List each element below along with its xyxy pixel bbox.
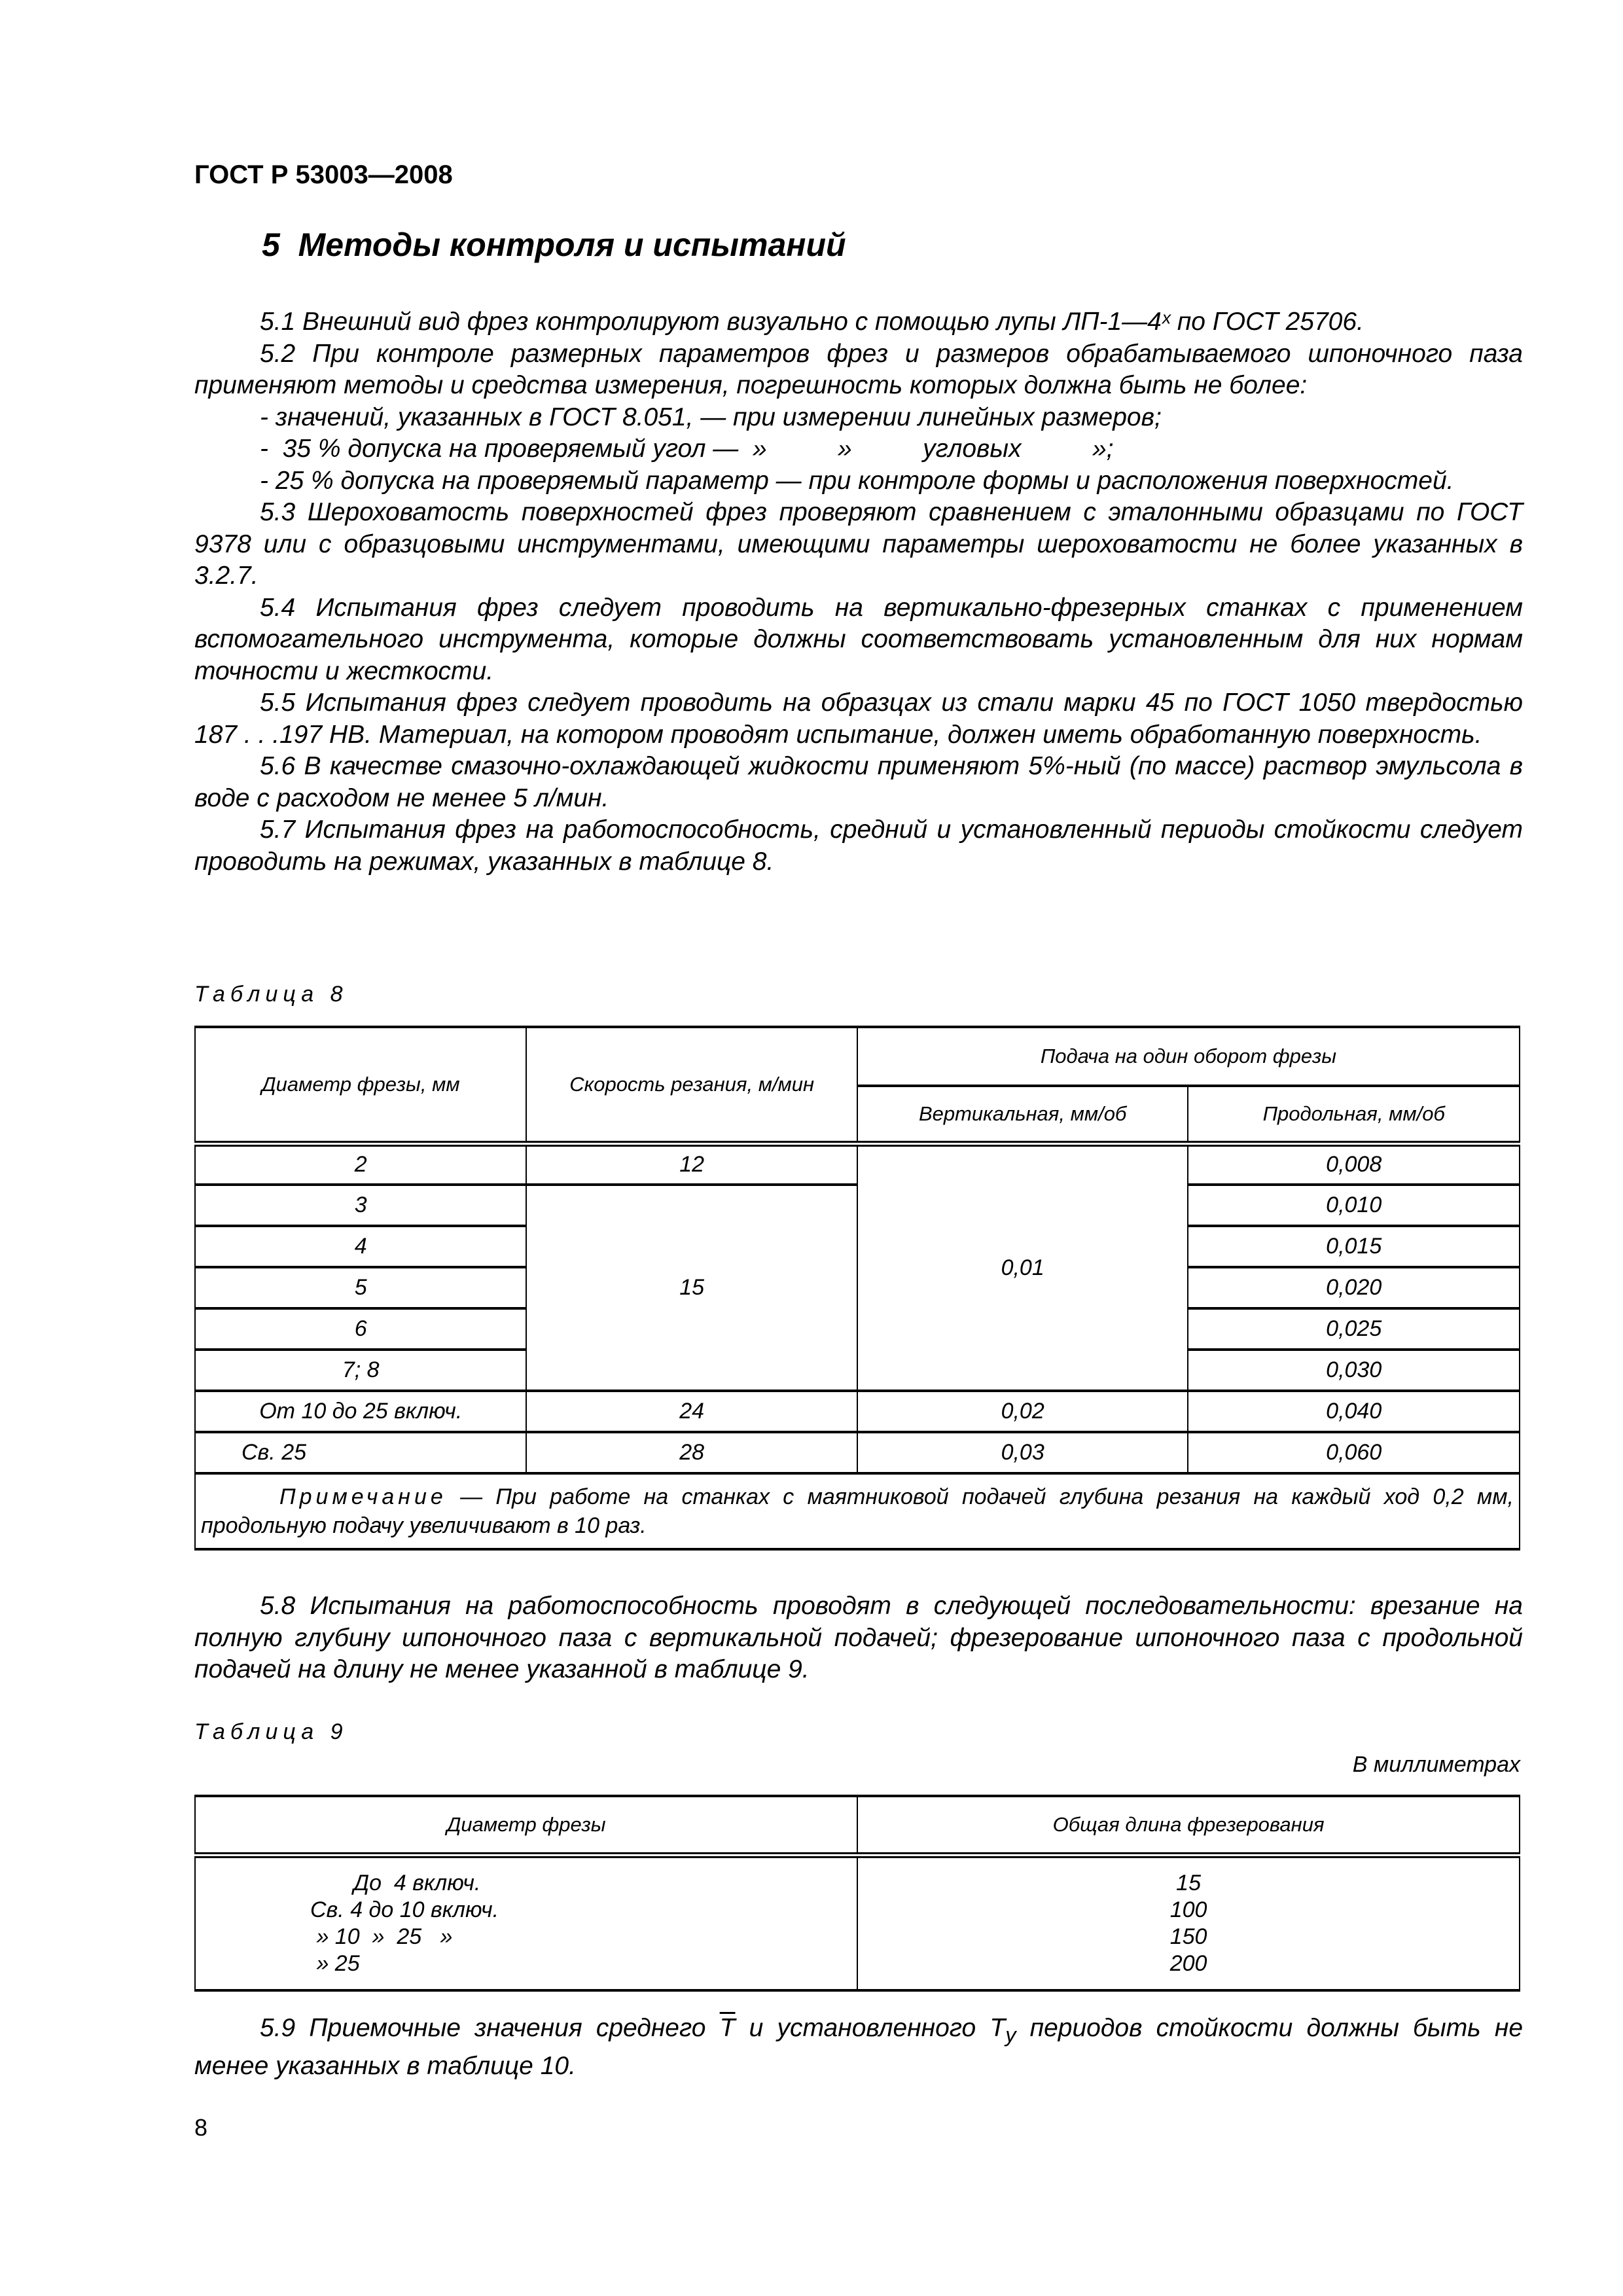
table-8 [194,1026,1520,1551]
cell-longitudinal: 0,008 [1188,1143,1520,1185]
cell-longitudinal: 0,030 [1188,1350,1520,1391]
cell-speed: 24 [526,1391,857,1432]
table-8-caption: Таблица 8 [194,982,348,1007]
paragraph-5-2: 5.2 При контроле размерных параметров фрез и размеров обрабатываемого шпоночного паза применяют методы и средства измерения, погрешность которых должна быть не более: [194,339,1523,399]
list-item: » 25 [310,1950,360,1976]
header-longitudinal: Продольная, мм/об [1188,1086,1520,1143]
paragraph-5-8: 5.8 Испытания на работоспособность проводят в следующей последовательности: врезание на полную глубину шпоночного паза с вертикальной подачей; фрезерование шпоночного паза с продольной подачей на длину не менее указанной в таблице 9. [194,1592,1523,1683]
list-item: Св. 4 до 10 включ. [310,1897,499,1922]
paragraph-5-5: 5.5 Испытания фрез следует проводить на образцах из стали марки 45 по ГОСТ 1050 твердостью 187 . . .197 НВ. Материал, на котором проводят испытание, должен иметь обработанную поверхность. [194,689,1523,749]
table-9 [194,1795,1520,1992]
paragraph-5-6: 5.6 В качестве смазочно-охлаждающей жидкости применяют 5%-ный (по массе) раствор эмульсола в воде с расходом не менее 5 л/мин. [194,752,1523,812]
p5-9-part-c: периодов стойкости должны быть не менее указанных в таблице 10. [194,2014,1524,2081]
document-id: ГОСТ Р 53003—2008 [194,160,453,189]
cell-diameter: 6 [195,1308,526,1350]
paragraphs-block-1 [194,306,1523,878]
list-item: 100 [1169,1897,1207,1922]
list-item: 150 [1169,1924,1207,1949]
set-period-subscript: у [1005,2022,1016,2047]
length-list [857,1855,1520,1990]
header-diameter: Диаметр фрезы [195,1796,857,1855]
header-total-length: Общая длина фрезерования [857,1796,1520,1855]
cell-vertical: 0,02 [857,1391,1188,1432]
list-item: 200 [1169,1950,1207,1976]
table-9-caption: Таблица 9 [194,1719,348,1744]
cell-longitudinal: 0,020 [1188,1267,1520,1308]
p5-9-part-a: 5.9 Приемочные значения среднего [260,2014,720,2042]
table-note-row [195,1473,1520,1549]
list-item: - 35 % допуска на проверяемый угол — » » угловых »; [260,435,1114,463]
cell-diameter: Св. 25 [195,1432,526,1473]
cell-longitudinal: 0,010 [1188,1185,1520,1226]
paragraph-5-7: 5.7 Испытания фрез на работоспособность, средний и установленный периоды стойкости следует проводить на режимах, указанных в таблице 8. [194,816,1523,876]
section-heading [262,226,846,264]
section-title: Методы контроля и испытаний [298,226,846,263]
table-9-units: В миллиметрах [1352,1752,1520,1777]
table-row [195,1432,1520,1473]
section-number: 5 [262,226,280,263]
cell-diameter: 7; 8 [195,1350,526,1391]
page-number: 8 [194,2114,208,2141]
cell-longitudinal: 0,015 [1188,1226,1520,1267]
header-diameter: Диаметр фрезы, мм [195,1027,526,1143]
table-note [195,1473,1520,1549]
note-text: — При работе на станках с маятниковой подачей глубина резания на каждый ход 0,2 мм, продольную подачу увеличивают в 10 раз. [201,1484,1514,1538]
list-item: - 25 % допуска на проверяемый параметр — при контроле формы и расположения поверхностей. [260,466,1454,495]
cell-diameter: 3 [195,1185,526,1226]
cell-longitudinal: 0,060 [1188,1432,1520,1473]
cell-diameter: 2 [195,1143,526,1185]
diameter-list [195,1855,857,1990]
list-item: До 4 включ. [310,1870,481,1895]
mean-period-symbol: $\overline{T}$ [719,2014,736,2042]
cell-diameter: 4 [195,1226,526,1267]
header-feed-group: Подача на один оборот фрезы [857,1027,1520,1086]
list-item: - значений, указанных в ГОСТ 8.051, — при измерении линейных размеров; [260,403,1162,431]
note-label: Примечание [279,1484,447,1509]
cell-speed: 12 [526,1143,857,1185]
cell-speed: 28 [526,1432,857,1473]
list-item: » 10 » 25 » [310,1924,453,1949]
paragraph-5-3: 5.3 Шероховатость поверхностей фрез проверяют сравнением с эталонными образцами по ГОСТ 9378 или с образцовыми инструментами, имеющими параметры шероховатости не более указанных в 3.2.7. [194,498,1523,590]
header-speed: Скорость резания, м/мин [526,1027,857,1143]
cell-vertical: 0,01 [857,1143,1188,1391]
paragraphs-block-3 [194,2013,1523,2083]
set-period-symbol: T [990,2014,1006,2042]
table-row [195,1391,1520,1432]
p5-9-part-b: и установленного [735,2014,990,2042]
list-item: 15 [1176,1870,1201,1895]
cell-speed: 15 [526,1185,857,1391]
table-row [195,1143,1520,1185]
cell-longitudinal: 0,025 [1188,1308,1520,1350]
cell-diameter: От 10 до 25 включ. [195,1391,526,1432]
paragraphs-block-2 [194,1590,1523,1686]
cell-diameter: 5 [195,1267,526,1308]
header-vertical: Вертикальная, мм/об [857,1086,1188,1143]
paragraph-5-9 [194,2013,1523,2083]
paragraph-5-1: 5.1 Внешний вид фрез контролируют визуально с помощью лупы ЛП-1—4ˣ по ГОСТ 25706. [260,308,1364,336]
cell-vertical: 0,03 [857,1432,1188,1473]
cell-longitudinal: 0,040 [1188,1391,1520,1432]
paragraph-5-4: 5.4 Испытания фрез следует проводить на вертикально-фрезерных станках с применением вспомогательного инструмента, которые должны соответствовать установленным для них нормам точности и жесткости. [194,593,1523,685]
